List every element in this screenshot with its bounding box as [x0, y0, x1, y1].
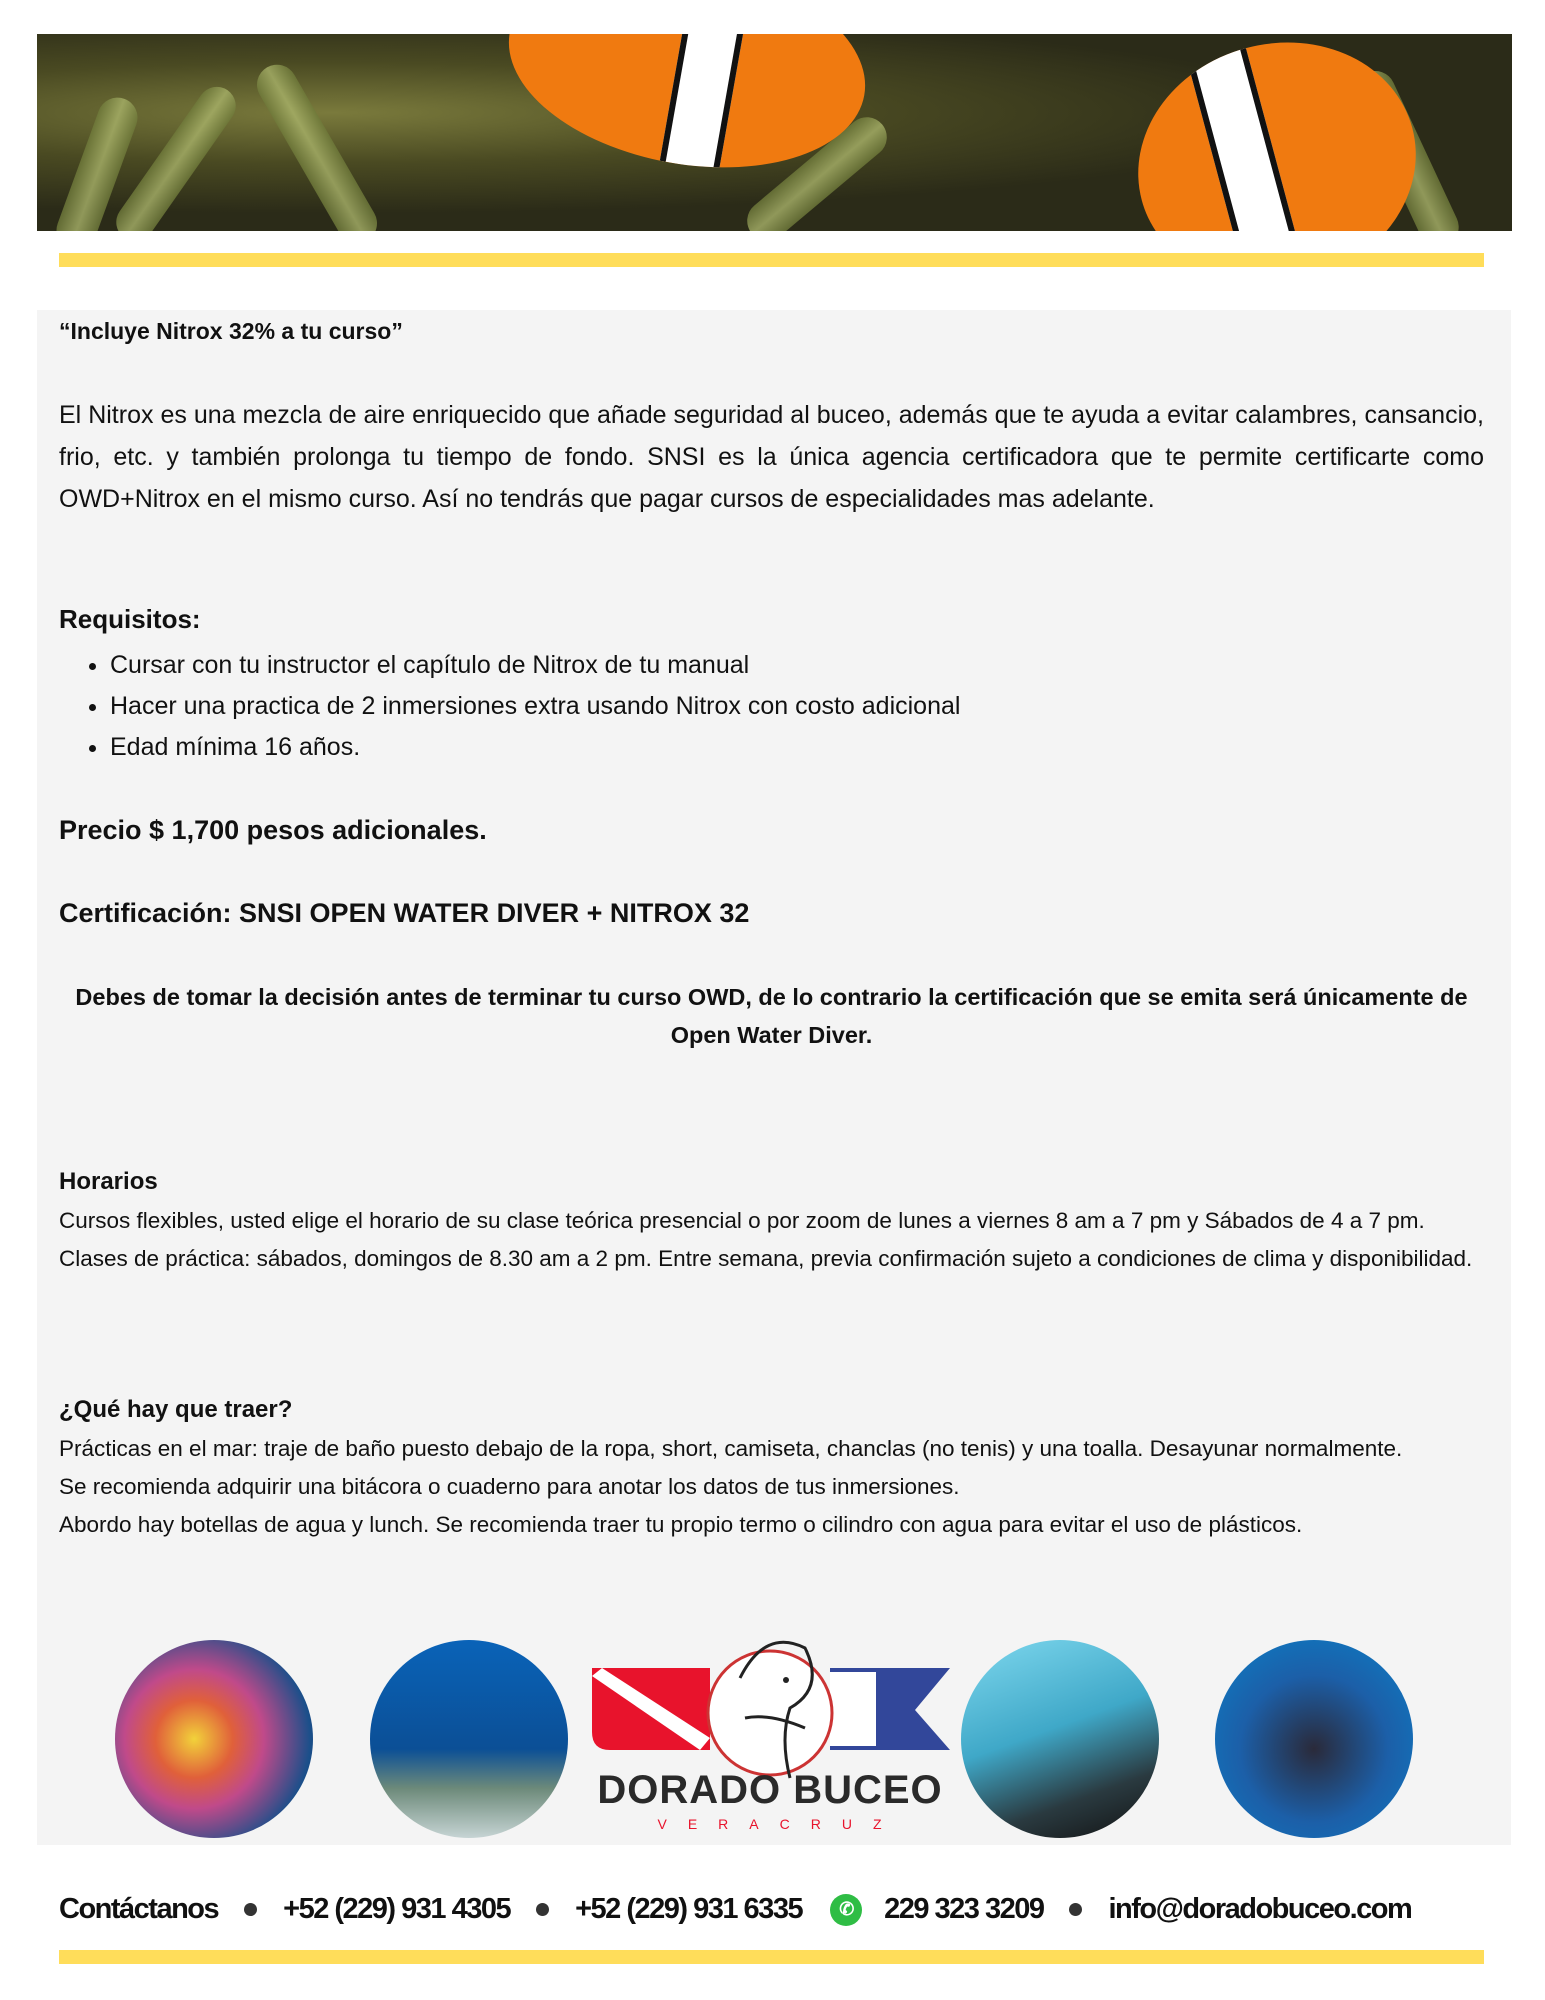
- coral-reef-photo: [115, 1640, 313, 1838]
- schedule-line: Clases de práctica: sábados, domingos de 8.30 am a 2 pm. Entre semana, previa confirmación sujeto a condiciones de clima y disponibilidad.: [59, 1246, 1473, 1271]
- promo-intro: El Nitrox es una mezcla de aire enriquecido que añade seguridad al buceo, además que te ayuda a evitar calambres, cansancio, frio, etc. y también prolonga tu tiempo de fondo. SNSI es la única agencia certificadora que te permite certificarte como OWD+Nitrox en el mismo curso. Así no tendrás que pagar cursos de especialidades mas adelante.: [59, 401, 1484, 513]
- list-item: • Edad mínima 16 años.: [110, 727, 960, 768]
- dorado-buceo-logo: [590, 1628, 950, 1838]
- phone-link-1[interactable]: +52 (229) 931 4305: [283, 1893, 511, 1925]
- requirements-heading: Requisitos:: [59, 604, 201, 634]
- decision-note: Debes de tomar la decisión antes de terminar tu curso OWD, de lo contrario la certificación que se emita será únicamente de Open Water Diver.: [75, 984, 1468, 1048]
- logo-subtitle: VERACRUZ: [657, 1816, 903, 1832]
- price: Precio $ 1,700 pesos adicionales.: [59, 815, 487, 845]
- contact-label: Contáctanos: [59, 1893, 219, 1925]
- pool-divers-photo: [1215, 1640, 1413, 1838]
- email-link[interactable]: info@doradobuceo.com: [1108, 1893, 1412, 1925]
- content-panel: [37, 310, 1511, 1845]
- promo-title: “Incluye Nitrox 32% a tu curso”: [59, 318, 403, 344]
- whatsapp-icon: ✆: [830, 1894, 862, 1926]
- bring-line: Abordo hay botellas de agua y lunch. Se recomienda traer tu propio termo o cilindro con agua para evitar el uso de plásticos.: [59, 1512, 1303, 1537]
- list-item: • Hacer una practica de 2 inmersiones extra usando Nitrox con costo adicional: [110, 686, 960, 727]
- bottom-divider: [59, 1950, 1484, 1964]
- requirements-list: [110, 645, 960, 768]
- bring-heading: ¿Qué hay que traer?: [59, 1396, 293, 1423]
- list-item: • Cursar con tu instructor el capítulo de Nitrox de tu manual: [110, 645, 960, 686]
- phone-link-2[interactable]: +52 (229) 931 6335: [575, 1893, 803, 1925]
- certification: Certificación: SNSI OPEN WATER DIVER + NITROX 32: [59, 898, 750, 928]
- bullet-icon: [244, 1903, 257, 1916]
- schedule-line: Cursos flexibles, usted elige el horario de su clase teórica presencial o por zoom de lunes a viernes 8 am a 7 pm y Sábados de 4 a 7 pm.: [59, 1208, 1425, 1233]
- top-divider: [59, 253, 1484, 267]
- whatsapp-link[interactable]: 229 323 3209: [884, 1893, 1044, 1925]
- diver-over-reef-photo: [370, 1640, 568, 1838]
- logo-name: DORADO BUCEO: [597, 1768, 943, 1812]
- schedule-heading: Horarios: [59, 1168, 158, 1195]
- bring-line: Se recomienda adquirir una bitácora o cuaderno para anotar los datos de tus inmersiones.: [59, 1474, 960, 1499]
- bring-line: Prácticas en el mar: traje de baño puesto debajo de la ropa, short, camiseta, chanclas (no tenis) y una toalla. Desayunar normalmente.: [59, 1436, 1403, 1461]
- contact-bar: [59, 1893, 1484, 1926]
- bullet-icon: [536, 1903, 549, 1916]
- bullet-icon: [1069, 1903, 1082, 1916]
- header-banner-clownfish-image: [37, 34, 1512, 231]
- divers-selfie-photo: [961, 1640, 1159, 1838]
